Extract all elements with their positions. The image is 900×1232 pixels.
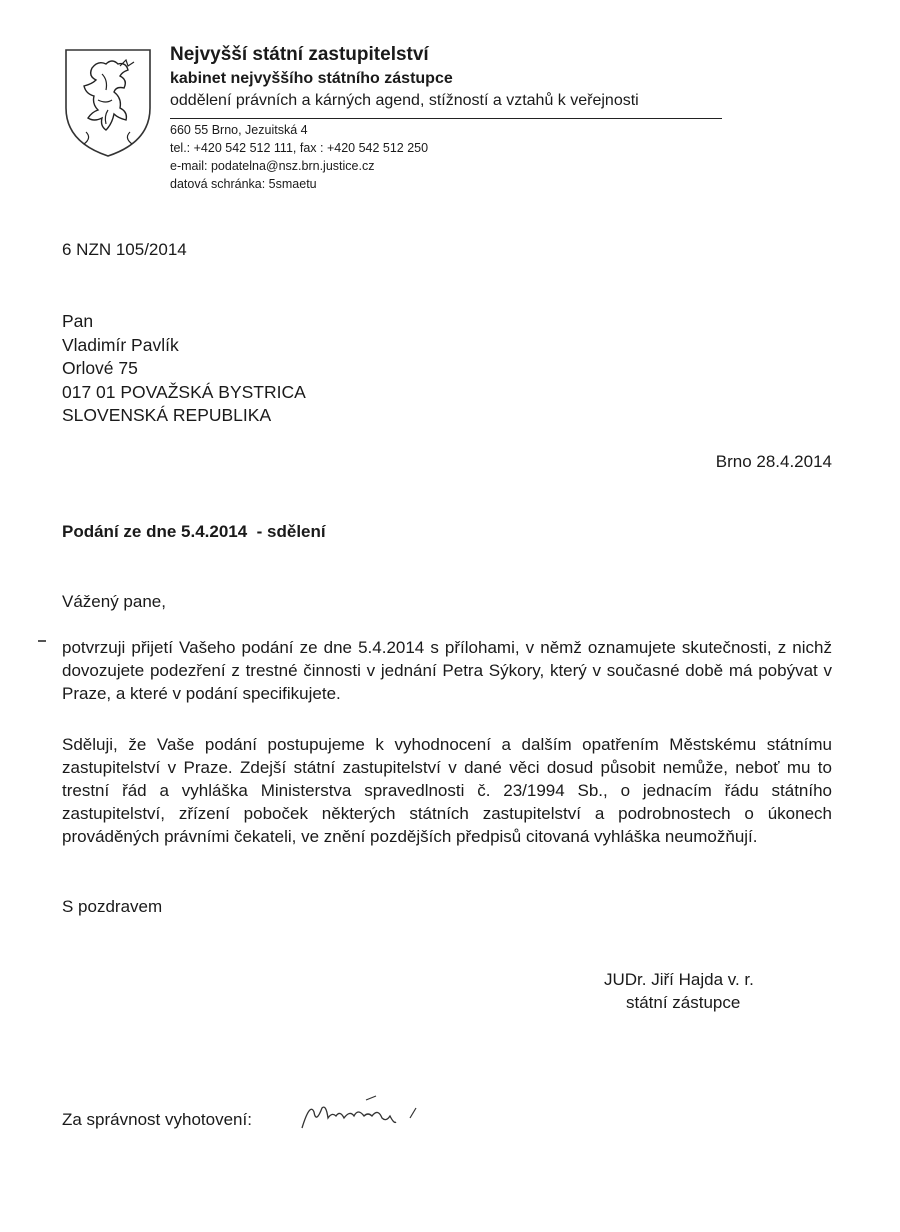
signature-block: [604, 968, 754, 1014]
verification-label: Za správnost vyhotovení:: [62, 1110, 252, 1129]
reference-number: 6 NZN 105/2014: [62, 240, 187, 259]
department-name: oddělení právních a kárných agend, stížností a vztahů k veřejnosti: [170, 92, 639, 109]
contact-email: e-mail: podatelna@nsz.brn.justice.cz: [170, 159, 375, 173]
recipient-city: 017 01 POVAŽSKÁ BYSTRICA: [62, 381, 306, 402]
recipient-name: Vladimír Pavlík: [62, 334, 179, 355]
recipient-country: SLOVENSKÁ REPUBLIKA: [62, 405, 272, 425]
closing: S pozdravem: [62, 897, 163, 916]
header-divider: [170, 118, 722, 119]
letter-subject: Podání ze dne 5.4.2014 - sdělení: [62, 522, 326, 541]
contact-phone-fax: tel.: +420 542 512 111, fax : +420 542 512 250: [170, 141, 429, 155]
body-paragraph-1: potvrzuji přijetí Vašeho podání ze dne 5.4.2014 s přílohami, v němž oznamujete skutečnosti, z nichž dovozujete podezření z trestné činnosti v jednání Petra Sýkory, který v současné době má pobývat v Praze, a které v podání specifikujete.: [62, 638, 832, 703]
recipient-address: [62, 310, 306, 428]
signatory-title: státní zástupce: [626, 993, 741, 1012]
recipient-salutation: Pan: [62, 311, 94, 331]
body-paragraph-2: Sděluji, že Vaše podání postupujeme k vyhodnocení a dalším opatřením Městskému státnímu zastupitelství v Praze. Zdejší státní zastupitelství v dané věci dosud působit nemůže, neboť mu to trestní řád a vyhláška Ministerstva spravedlnosti č. 23/1994 Sb., o jednacím řádu státního zastupitelství, zřízení poboček některých státních zastupitelství a podrobnostech o úkonech prováděných právními čekateli, ve znění pozdějších předpisů citovaná vyhláška neumožňují.: [62, 735, 832, 846]
recipient-street: Orlové 75: [62, 358, 138, 378]
coat-of-arms-icon: [62, 46, 154, 158]
contact-address: 660 55 Brno, Jezuitská 4: [170, 123, 308, 137]
contact-block: [170, 121, 428, 193]
handwritten-signature-icon: [296, 1082, 426, 1142]
org-name: Nejvyšší státní zastupitelství: [170, 44, 429, 65]
cabinet-name: kabinet nejvyššího státního zástupce: [170, 70, 453, 87]
greeting: Vážený pane,: [62, 592, 166, 611]
letter-date: Brno 28.4.2014: [715, 452, 832, 471]
signatory-name: JUDr. Jiří Hajda v. r.: [604, 970, 754, 989]
margin-mark: [38, 640, 46, 642]
contact-data-box: datová schránka: 5smaetu: [170, 177, 317, 191]
